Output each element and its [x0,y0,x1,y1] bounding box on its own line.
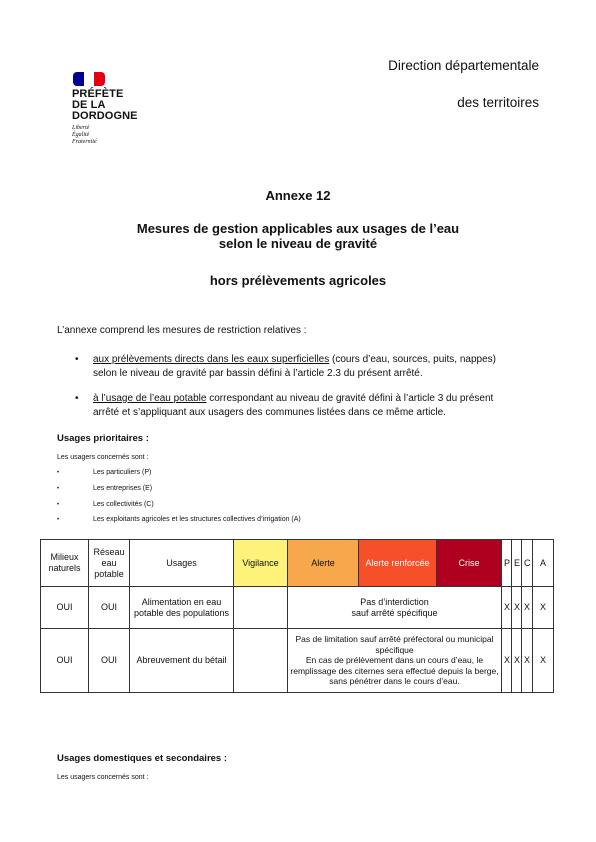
section-intro-prioritaires: Les usagers concernés sont : [57,454,149,461]
marianne-flag-icon [73,72,105,86]
republic-motto: Liberté Égalité Fraternité [72,125,97,145]
cell-reseau: OUI [89,629,130,693]
bullet-dot: • [75,354,79,365]
prefecture-name: PRÉFÈTE DE LA DORDOGNE [72,88,138,122]
main-title-line-1: Mesures de gestion applicables aux usages de l’eau [136,221,460,236]
bullet-item-1: aux prélèvements directs dans les eaux superficielles (cours d’eau, sources, puits, nappes) selon le niveau de gravité par bassin défini à l’article 2.3 du présent arrêté. [93,354,496,379]
cell-usage: Abreuvement du bétail [130,629,234,693]
cell-mesure: Pas d’interdiction sauf arrêté spécifique [288,587,502,629]
cell-c: X [522,629,533,693]
header-vigilance: Vigilance [234,540,288,587]
header-a: A [533,540,554,587]
main-title-line-2: selon le niveau de gravité [218,236,378,251]
cell-mesure: Pas de limitation sauf arrêté préfectoral ou municipal spécifique En cas de prélèvement dans un cours d’eau, le remplissage des citernes sera effectué depuis la berge, sans pénétrer dans le cours d’eau. [288,629,502,693]
cell-milieux: OUI [41,587,89,629]
cell-vigilance [234,629,288,693]
cell-a: X [533,587,554,629]
cell-milieux: OUI [41,629,89,693]
annexe-title: Annexe 12 [265,188,331,203]
header-milieux: Milieux naturels [41,540,89,587]
list-item: Les collectivités (C) [93,501,154,508]
table-row [41,587,554,629]
section-intro-domestiques: Les usagers concernés sont : [57,774,149,781]
table-header-row [41,540,554,587]
table-row [41,629,554,693]
subtitle: hors prélèvements agricoles [209,273,387,288]
cell-e: X [512,587,522,629]
header-alerte-renforcee: Alerte renforcée [359,540,437,587]
cell-usage: Alimentation en eau potable des populations [130,587,234,629]
header-crise: Crise [437,540,502,587]
prefecture-logo [72,72,162,146]
header-alerte: Alerte [288,540,359,587]
cell-c: X [522,587,533,629]
dept-line-1: Direction départementale [388,58,539,73]
header-e: E [512,540,522,587]
header-reseau: Réseau eau potable [89,540,130,587]
dept-line-2: des territoires [457,95,539,110]
cell-p: X [502,629,512,693]
intro-text: L’annexe comprend les mesures de restriction relatives : [57,325,307,336]
list-item: Les exploitants agricoles et les structures collectives d’irrigation (A) [93,516,301,523]
section-heading-prioritaires: Usages prioritaires : [57,433,149,444]
cell-vigilance [234,587,288,629]
bullet-dot: • [75,393,79,404]
cell-a: X [533,629,554,693]
cell-p: X [502,587,512,629]
bullet-2-underlined: à l’usage de l’eau potable [93,393,207,404]
bullet-item-2: à l’usage de l’eau potable correspondant au niveau de gravité défini à l’article 3 du présent arrêté et s’appliquant aux usagers des communes listées dans ce même article. [93,393,494,418]
header-usages: Usages [130,540,234,587]
header-p: P [502,540,512,587]
header-c: C [522,540,533,587]
list-item: Les entreprises (E) [93,485,153,492]
bullet-1-underlined: aux prélèvements directs dans les eaux superficielles [93,354,330,365]
list-item: Les particuliers (P) [93,469,152,476]
cell-e: X [512,629,522,693]
section-heading-domestiques: Usages domestiques et secondaires : [57,753,228,764]
measures-table [40,539,554,693]
cell-reseau: OUI [89,587,130,629]
